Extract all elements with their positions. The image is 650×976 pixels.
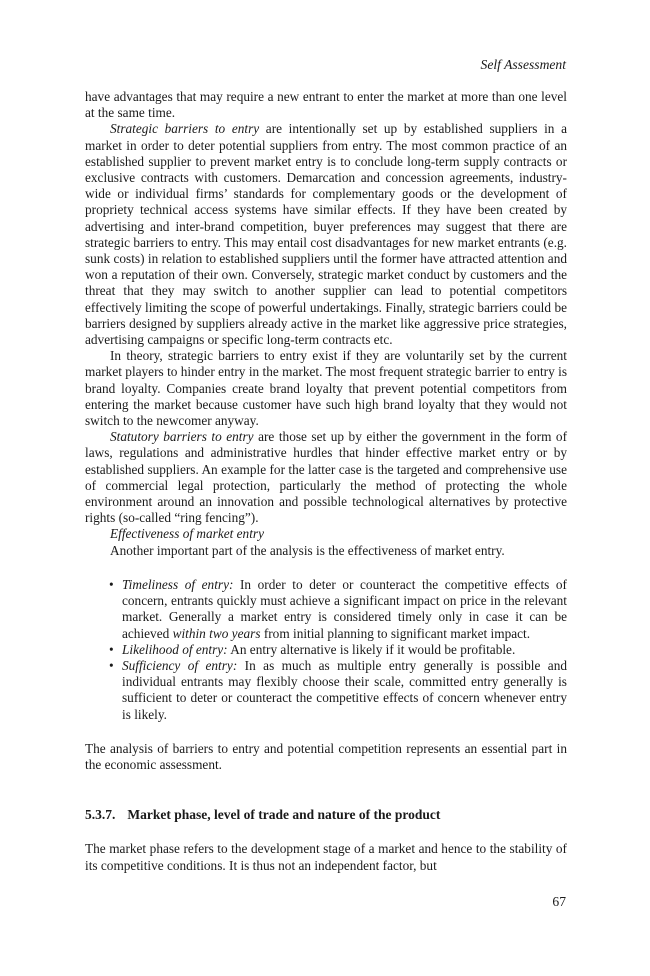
paragraph-text: are intentionally set up by established suppliers in a market in order to deter potential suppliers from entry. The most common practice of an established supplier to prevent market entry is to conclude long-term supply contracts or exclusive contracts with customers. Demarcation and concession agreements, industry-wide or individual firms’ standards for complementary goods or the development of propriety technical access systems have similar effects. If they have been created by advertising and inter-brand competition, buyer preferences may suggest that there are strategic barriers to entry. This may entail cost disadvantages for new market entrants (e.g. sunk costs) in relation to established suppliers until the former have attracted attention and won a reputation of their own. Conversely, strategic market conduct by customers and the threat that they may switch to another supplier can lead to potential competitors effectively limiting the scope of powerful undertakings. Finally, strategic barriers could be barriers designed by suppliers already active in the market like aggressive price strategies, advertising campaigns or specific long-term contracts etc. bbox=[85, 121, 567, 348]
term-strategic-barriers: Strategic barriers to entry bbox=[110, 121, 260, 137]
list-item bbox=[85, 577, 567, 642]
section-number: 5.3.7. bbox=[85, 807, 116, 823]
bullet-text: An entry alternative is likely if it would be profitable. bbox=[227, 641, 516, 657]
paragraph-theory: In theory, strategic barriers to entry exist if they are voluntarily set by the current market players to hinder entry in the market. The most frequent strategic barrier to entry is brand loyalty. Companies create brand loyalty that prevent potential competitors from entering the market because customer have such high brand loyalty that they would not switch to the newcomer anyway. bbox=[85, 348, 567, 429]
list-item bbox=[85, 642, 567, 658]
paragraph-text: are those set up by either the government in the form of laws, regulations and administrative hurdles that hinder effective market entry or by established suppliers. An example for the latter case is the targeted and comprehensive use of commercial legal protection, particularly the method of protecting the whole environment around an innovation and possible technological alternatives by protective rights (so-called “ring fencing”). bbox=[85, 429, 568, 526]
list-item bbox=[85, 658, 567, 723]
section-title: Market phase, level of trade and nature of the product bbox=[127, 807, 441, 823]
running-header: Self Assessment bbox=[480, 57, 566, 72]
bullet-icon: • bbox=[109, 641, 114, 657]
bullet-icon: • bbox=[109, 576, 114, 592]
page-body bbox=[85, 89, 567, 874]
bullet-list bbox=[85, 577, 567, 723]
bullet-text: In order to deter or counteract the competitive effects of concern, entrants quickly must achieve a significant impact on price in the relevant market. Generally a market entry is considered timely only in case it can be achieved bbox=[122, 576, 567, 641]
bullet-emphasis: within two years bbox=[172, 625, 261, 641]
paragraph-continuation: have advantages that may require a new entrant to enter the market at more than one level at the same time. bbox=[85, 89, 567, 121]
bullet-term: Sufficiency of entry: bbox=[122, 657, 238, 673]
paragraph-effectiveness-intro: Another important part of the analysis is the effectiveness of market entry. bbox=[110, 542, 505, 558]
paragraph-analysis-summary: The analysis of barriers to entry and potential competition represents an essential part in the economic assessment. bbox=[85, 740, 567, 772]
page-number: 67 bbox=[552, 894, 566, 909]
subheading-effectiveness: Effectiveness of market entry bbox=[110, 526, 264, 542]
paragraph-market-phase: The market phase refers to the development stage of a market and hence to the stability of its competitive conditions. It is thus not an independent factor, but bbox=[85, 841, 567, 873]
bullet-icon: • bbox=[109, 657, 114, 673]
term-statutory-barriers: Statutory barriers to entry bbox=[110, 429, 254, 445]
bullet-text: from initial planning to significant market impact. bbox=[260, 625, 531, 641]
bullet-term: Timeliness of entry: bbox=[122, 576, 234, 592]
paragraph-strategic-barriers bbox=[85, 121, 567, 348]
bullet-text: In as much as multiple entry generally is possible and individual entrants may flexibly choose their scale, committed entry generally is sufficient to deter or counteract the competitive effects of concern whenever entry is likely. bbox=[122, 657, 567, 722]
section-heading bbox=[85, 807, 567, 823]
paragraph-statutory-barriers bbox=[85, 429, 567, 526]
bullet-term: Likelihood of entry: bbox=[122, 641, 228, 657]
